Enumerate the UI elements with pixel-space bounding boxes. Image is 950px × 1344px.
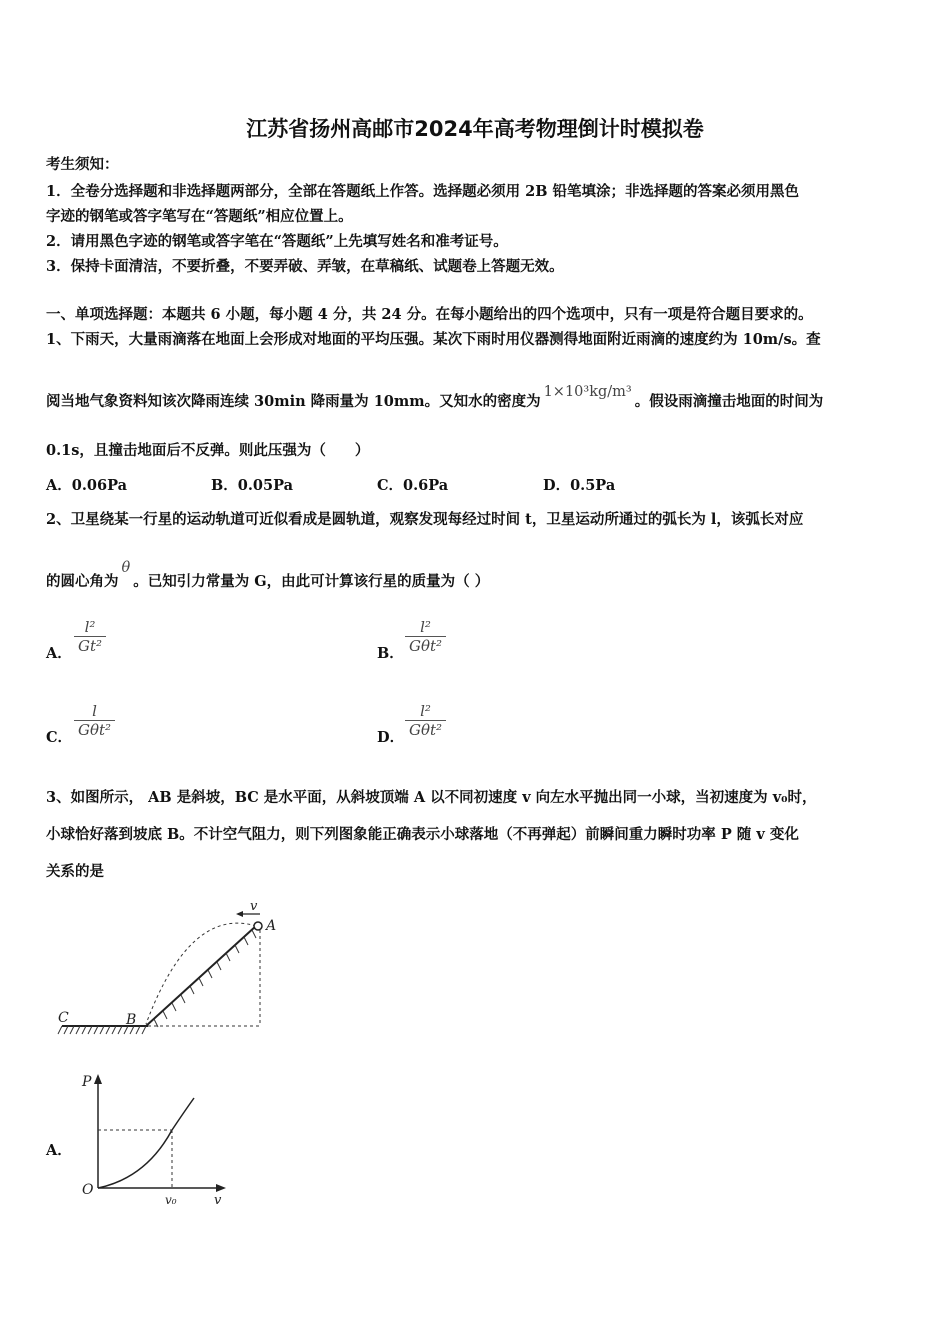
q1-line-1: 1、下雨天，大量雨滴落在地面上会形成对地面的平均压强。某次下雨时用仪器测得地面附近雨滴的速度约为 10m/s。查 <box>46 331 821 348</box>
label-c: C <box>58 1010 69 1026</box>
origin-label: O <box>82 1182 94 1198</box>
q3-option-a-graph <box>76 1068 236 1208</box>
q2-option-d-denominator: Gθt² <box>405 720 446 739</box>
q2-option-a[interactable]: A． <box>46 645 72 662</box>
q2-line-2-post: 。已知引力常量为 G，由此可计算该行星的质量为（ ） <box>133 573 490 590</box>
q2-option-a-fraction <box>74 618 106 655</box>
q3-line-3: 关系的是 <box>46 863 104 880</box>
power-curve <box>98 1098 194 1188</box>
trajectory-path <box>146 923 256 1024</box>
q2-option-c-denominator: Gθt² <box>74 720 115 739</box>
axis-label-v: v <box>214 1193 222 1208</box>
notice-line-1a: 1．全卷分选择题和非选择题两部分，全部在答题纸上作答。选择题必须用 2B 铅笔填涂；非选择题的答案必须用黑色 <box>46 183 800 200</box>
velocity-arrowhead <box>236 911 243 917</box>
q2-option-c-numerator: l <box>92 702 97 720</box>
q2-option-d-numerator: l² <box>420 702 431 720</box>
q2-option-b-fraction <box>405 618 446 655</box>
q2-line-2 <box>46 560 490 591</box>
q1-line-2-post: 。假设雨滴撞击地面的时间为 <box>634 393 824 410</box>
q1-option-a[interactable]: A．0.06Pa <box>46 477 127 494</box>
q2-option-b-denominator: Gθt² <box>405 636 446 655</box>
q1-density: 1×10³kg/m³ <box>543 384 632 400</box>
q3-option-a[interactable]: A． <box>46 1142 72 1159</box>
notice-line-2: 2．请用黑色字迹的钢笔或答字笔在“答题纸”上先填写姓名和准考证号。 <box>46 233 508 250</box>
q2-option-d-fraction <box>405 702 446 739</box>
label-b: B <box>126 1012 137 1028</box>
tick-label-v0: v₀ <box>165 1193 177 1207</box>
q1-line-2 <box>46 384 824 411</box>
q1-option-b[interactable]: B．0.05Pa <box>211 477 293 494</box>
q2-option-c[interactable]: C． <box>46 729 73 746</box>
slope-hatch <box>154 930 256 1027</box>
q2-option-c-fraction <box>74 702 115 739</box>
notice-line-1b: 字迹的钢笔或答字笔写在“答题纸”相应位置上。 <box>46 208 353 225</box>
notice-line-3: 3．保持卡面清洁，不要折叠，不要弄破、弄皱，在草稿纸、试题卷上答题无效。 <box>46 258 564 275</box>
label-a: A <box>266 918 277 934</box>
q2-option-a-numerator: l² <box>84 618 96 636</box>
q1-line-3: 0.1s，且撞击地面后不反弹。则此压强为（ ） <box>46 442 370 459</box>
page-title: 江苏省扬州高邮市2024年高考物理倒计时模拟卷 <box>246 117 704 141</box>
x-axis-arrow <box>216 1184 226 1192</box>
label-v: v <box>250 899 258 914</box>
q2-line-2-pre: 的圆心角为 <box>46 573 119 590</box>
q3-line-2: 小球恰好落到坡底 B。不计空气阻力，则下列图象能正确表示小球落地（不再弹起）前瞬间重力瞬时功率 P 随 v 变化 <box>46 826 799 843</box>
q1-option-c[interactable]: C．0.6Pa <box>377 477 449 494</box>
notice-heading: 考生须知： <box>46 156 119 173</box>
q1-option-d[interactable]: D．0.5Pa <box>543 477 616 494</box>
slope-figure <box>50 896 290 1046</box>
slope-line <box>146 926 256 1026</box>
q2-theta: θ <box>121 560 131 576</box>
q2-option-b-numerator: l² <box>420 618 431 636</box>
axis-label-p: P <box>82 1074 92 1090</box>
section-heading: 一、单项选择题：本题共 6 小题，每小题 4 分，共 24 分。在每小题给出的四个选项中，只有一项是符合题目要求的。 <box>46 306 813 323</box>
q3-line-1: 3、如图所示， AB 是斜坡，BC 是水平面，从斜坡顶端 A 以不同初速度 v 向左水平抛出同一小球，当初速度为 v₀时， <box>46 789 817 806</box>
ball <box>254 922 262 930</box>
q2-option-d[interactable]: D． <box>377 729 405 746</box>
q1-line-2-pre: 阅当地气象资料知该次降雨连续 30min 降雨量为 10mm。又知水的密度为 <box>46 393 541 410</box>
y-axis-arrow <box>94 1074 102 1084</box>
q2-option-b[interactable]: B． <box>377 645 404 662</box>
q2-line-1: 2、卫星绕某一行星的运动轨道可近似看成是圆轨道，观察发现每经过时间 t，卫星运动所通过的弧长为 l，该弧长对应 <box>46 511 804 528</box>
q2-option-a-denominator: Gt² <box>74 636 106 655</box>
